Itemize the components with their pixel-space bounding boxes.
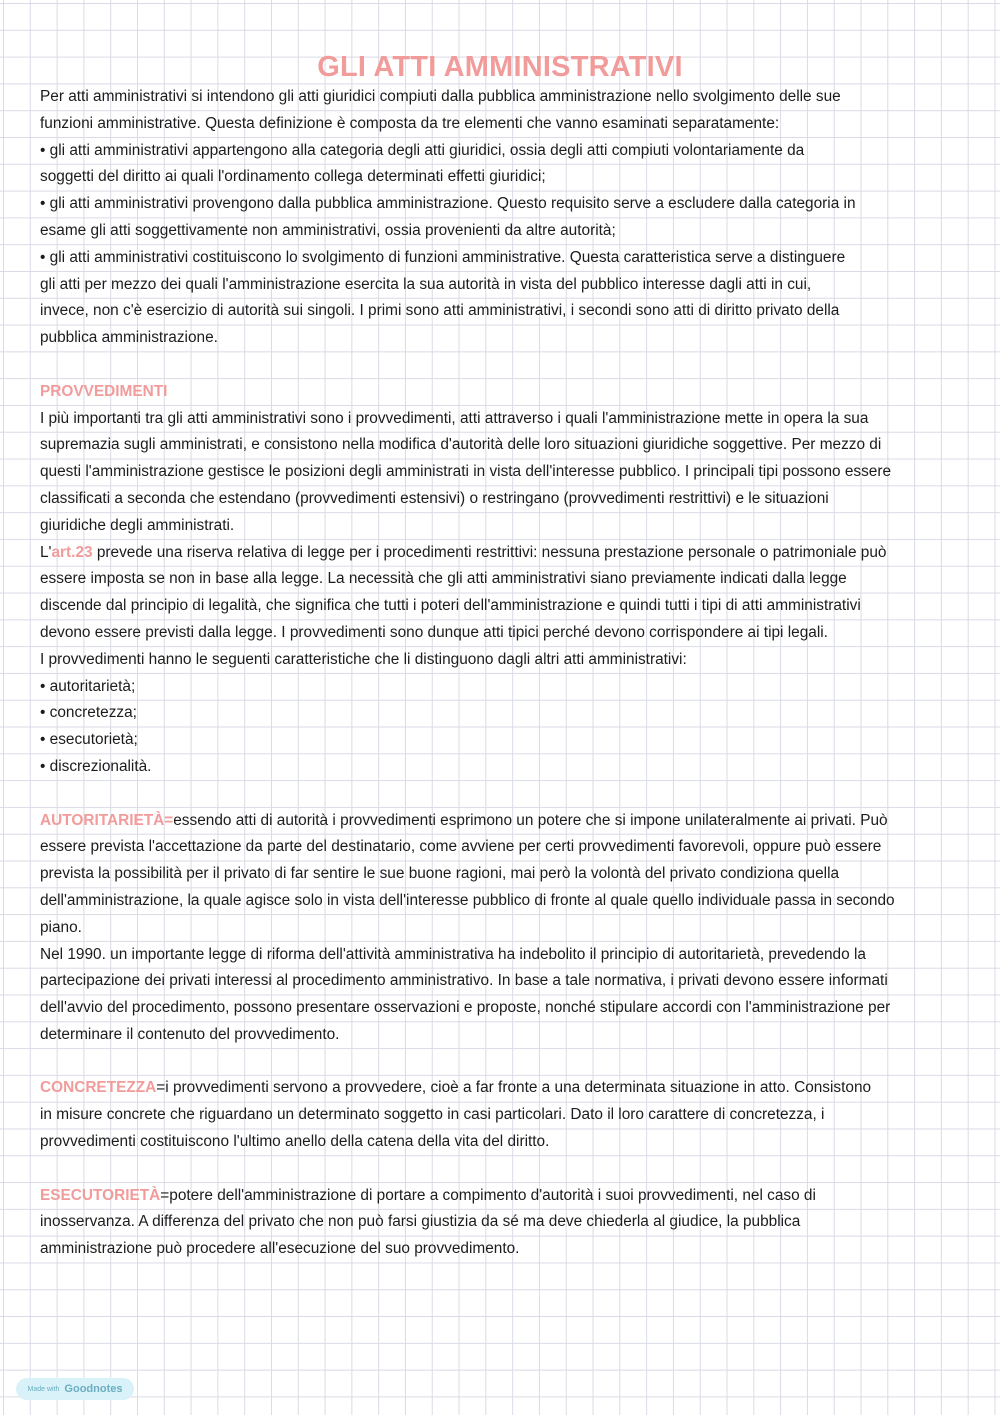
spacer — [40, 352, 960, 379]
paragraph-line: I provvedimenti hanno le seguenti caratteristiche che li distinguono dagli altri atti amministrativi: — [40, 650, 687, 668]
paragraph-line: prevista la possibilità per il privato di far sentire le sue buone ragioni, mai però la volontà del privato condiziona quella — [40, 865, 840, 883]
paragraph-text: =i provvedimenti servono a provvedere, cioè a far fronte a una determinata situazione in atto. Consistono — [156, 1079, 872, 1097]
paragraph-line: essere prevista l'accettazione da parte del destinatario, come avviene per certi provvedimenti favorevoli, oppure può essere — [40, 838, 882, 856]
paragraph-line: devono essere previsti dalla legge. I provvedimenti sono dunque atti tipici perché devono corrispondere ai tipi legali. — [40, 623, 828, 641]
goodnotes-badge — [16, 1378, 134, 1400]
provvedimenti-section — [40, 379, 960, 781]
intro-line: funzioni amministrative. Questa definizione è composta da tre elementi che vanno esaminati separatamente: — [40, 114, 780, 132]
intro-line: esame gli atti soggettivamente non amministrativi, ossia provenienti da altre autorità; — [40, 221, 616, 239]
paragraph-line: Nel 1990. un importante legge di riforma dell'attività amministrativa ha indebolito il principio di autoritarietà, prevedendo la — [40, 945, 866, 963]
autoritarieta-section — [40, 808, 960, 1049]
section-heading-provvedimenti: PROVVEDIMENTI — [40, 382, 168, 400]
paragraph-line — [40, 1075, 960, 1102]
paragraph-line: dell'amministrazione, la quale agisce solo in vista dell'interesse pubblico di fronte al quale quello individuale passa in secondo — [40, 891, 895, 909]
intro-line: • gli atti amministrativi costituiscono lo svolgimento di funzioni amministrative. Questa caratteristica serve a distinguere — [40, 248, 846, 266]
paragraph-line: in misure concrete che riguardano un determinato soggetto in casi particolari. Dato il loro carattere di concretezza, i — [40, 1106, 825, 1124]
section-heading-autoritarieta: AUTORITARIETÀ= — [40, 811, 174, 829]
paragraph-line: dell'avvio del procedimento, possono presentare osservazioni e proposte, nonché stipulare accordi con l'amministrazione per — [40, 999, 891, 1017]
intro-line: gli atti per mezzo dei quali l'amministrazione esercita la sua autorità in vista del pubblico interesse dagli atti in cui, — [40, 275, 812, 293]
paragraph-line — [40, 540, 960, 567]
paragraph-line: provvedimenti costituiscono l'ultimo anello della catena della vita del diritto. — [40, 1133, 550, 1151]
spacer — [40, 1049, 960, 1076]
esecutorieta-section — [40, 1183, 960, 1263]
paragraph-text: =potere dell'amministrazione di portare a compimento d'autorità i suoi provvedimenti, nel caso di — [160, 1186, 816, 1204]
paragraph-line: classificati a seconda che estendano (provvedimenti estensivi) o restringano (provvedimenti restrittivi) e le situazioni — [40, 489, 829, 507]
paragraph-line: giuridiche degli amministrati. — [40, 516, 235, 534]
list-item: • esecutorietà; — [40, 731, 138, 749]
paragraph-line: discende dal principio di legalità, che significa che tutti i poteri dell'amministrazione e quindi tutti i tipi di atti amministrativi — [40, 597, 861, 615]
page-title: GLI ATTI AMMINISTRATIVI — [317, 51, 683, 83]
spacer — [40, 1156, 960, 1183]
document-page — [40, 50, 960, 1263]
paragraph-line: amministrazione può procedere all'esecuzione del suo provvedimento. — [40, 1240, 520, 1258]
list-item: • discrezionalità. — [40, 757, 152, 775]
paragraph-line — [40, 1183, 960, 1210]
art-prefix: L' — [40, 543, 52, 561]
section-heading-esecutorieta: ESECUTORIETÀ — [40, 1186, 161, 1204]
section-heading-concretezza: CONCRETEZZA — [40, 1079, 157, 1097]
spacer — [40, 781, 960, 808]
paragraph-line: supremazia sugli amministrati, e consistono nella modifica d'autorità delle loro situazioni giuridiche soggettive. Per mezzo di — [40, 436, 882, 454]
art-text: prevede una riserva relativa di legge per i procedimenti restrittivi: nessuna prestazione personale o patrimoniale può — [92, 543, 887, 561]
paragraph-line: determinare il contenuto del provvedimento. — [40, 1025, 340, 1043]
paragraph-line: piano. — [40, 918, 82, 936]
concretezza-section — [40, 1075, 960, 1155]
paragraph-line: I più importanti tra gli atti amministrativi sono i provvedimenti, atti attraverso i quali l'amministrazione mette in opera la sua — [40, 409, 869, 427]
paragraph-line — [40, 808, 960, 835]
paragraph-line: questi l'amministrazione gestisce le posizioni degli amministrati in vista dell'interesse pubblico. I principali tipi possono essere — [40, 463, 892, 481]
article-reference: art.23 — [51, 543, 93, 561]
intro-section — [40, 84, 960, 352]
list-item: • autoritarietà; — [40, 677, 136, 695]
paragraph-line: inosservanza. A differenza del privato che non può farsi giustizia da sé ma deve chiederla al giudice, la pubblica — [40, 1213, 801, 1231]
made-with-label: Made with — [27, 1385, 60, 1393]
intro-line: Per atti amministrativi si intendono gli atti giuridici compiuti dalla pubblica amministrazione nello svolgimento delle sue — [40, 88, 841, 105]
goodnotes-logo-text: Goodnotes — [64, 1383, 123, 1395]
intro-line: soggetti del diritto ai quali l'ordinamento collega determinati effetti giuridici; — [40, 168, 546, 186]
paragraph-line: essere imposta se non in base alla legge. La necessità che gli atti amministrativi siano previamente indicati dalla legge — [40, 570, 847, 588]
intro-line: invece, non c'è esercizio di autorità sui singoli. I primi sono atti amministrativi, i secondi sono atti di diritto privato della — [40, 302, 840, 320]
intro-line: pubblica amministrazione. — [40, 329, 218, 347]
paragraph-text: essendo atti di autorità i provvedimenti esprimono un potere che si impone unilateralmente ai privati. Può — [173, 811, 888, 829]
list-item: • concretezza; — [40, 704, 137, 722]
paragraph-line: partecipazione dei privati interessi al procedimento amministrativo. In base a tale normativa, i privati devono essere informati — [40, 972, 888, 990]
intro-line: • gli atti amministrativi appartengono alla categoria degli atti giuridici, ossia degli atti compiuti volontariamente da — [40, 141, 805, 159]
intro-line: • gli atti amministrativi provengono dalla pubblica amministrazione. Questo requisito serve a escludere dalla categoria in — [40, 195, 856, 213]
